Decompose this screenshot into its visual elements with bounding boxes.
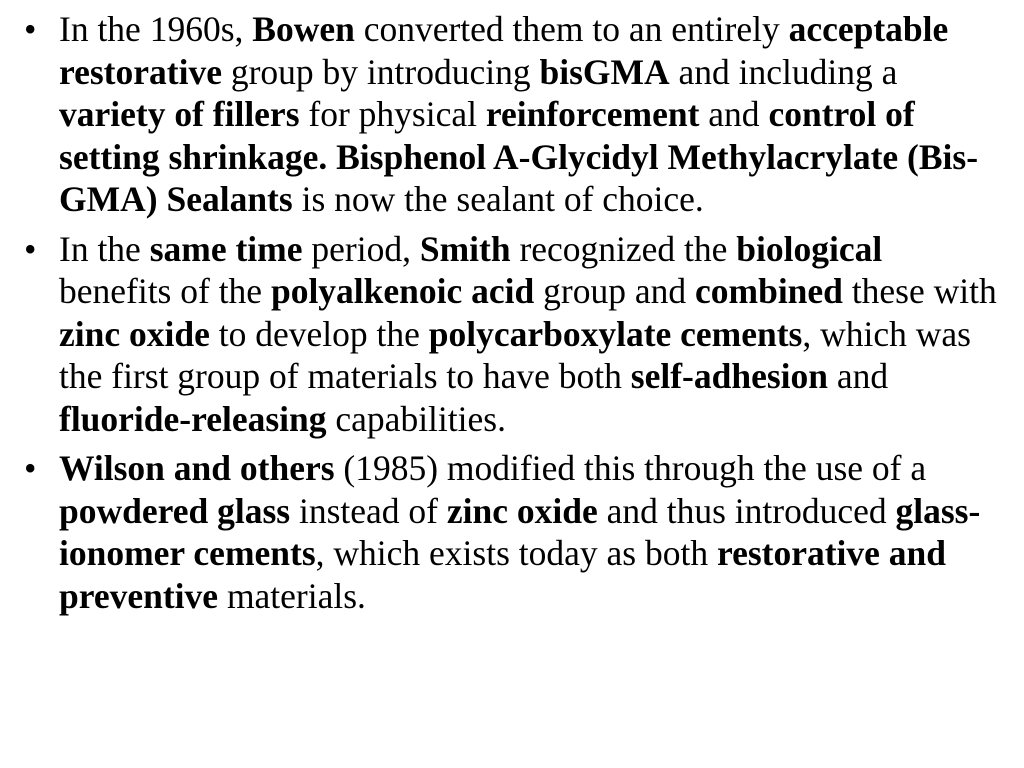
text-segment: recognized the: [510, 228, 737, 269]
text-segment: , which was the first group of materials to have both: [59, 313, 971, 396]
bullet-text: [59, 9, 978, 219]
text-segment: and thus introduced: [597, 490, 896, 531]
text-segment-bold: bisGMA: [539, 51, 670, 92]
bullet-item: [24, 8, 999, 221]
text-segment-bold: same time: [149, 228, 303, 269]
text-segment: and including a: [669, 51, 898, 92]
text-segment-bold: acceptable restorative: [59, 9, 949, 92]
bullet-text: [59, 448, 980, 616]
text-segment-bold: powdered glass: [59, 490, 291, 531]
text-segment: In the: [59, 228, 150, 269]
text-segment: for physical: [299, 94, 486, 134]
text-segment: instead of: [290, 490, 447, 531]
bullet-item: [24, 447, 999, 617]
text-segment-bold: polyalkenoic acid: [270, 271, 535, 311]
text-segment-bold: Wilson and others: [59, 448, 335, 488]
text-segment-bold: variety of fillers: [59, 94, 300, 134]
text-segment: and: [699, 94, 769, 134]
text-segment-bold: zinc oxide: [446, 490, 598, 531]
text-segment-bold: self-adhesion: [630, 356, 829, 396]
text-segment-bold: biological: [736, 228, 883, 269]
text-segment: period,: [302, 228, 420, 269]
text-segment-bold: zinc oxide: [59, 313, 210, 354]
text-segment-bold: combined: [695, 271, 843, 311]
text-segment-bold: polycarboxylate cements: [428, 313, 803, 354]
text-segment: , which exists today as both: [315, 533, 717, 573]
text-segment-bold: restorative and preventive: [59, 533, 947, 616]
text-segment: converted them to an entirely: [354, 9, 789, 49]
text-segment: is now the sealant of choice.: [292, 179, 704, 219]
text-segment: capabilities.: [326, 398, 506, 439]
text-segment: to develop the: [209, 313, 429, 354]
text-segment: benefits of the: [59, 271, 271, 311]
bullet-icon: •: [24, 448, 37, 488]
text-segment-bold: reinforcement: [485, 94, 700, 134]
text-segment-bold: glass-ionomer cements: [59, 490, 981, 573]
text-segment: (1985) modified this through the use of a: [334, 448, 927, 488]
text-segment: group and: [534, 271, 695, 311]
text-segment: these with: [842, 271, 997, 311]
text-segment: In the 1960s,: [59, 9, 253, 49]
text-segment-bold: Smith: [419, 228, 511, 269]
bullet-text: [59, 229, 997, 439]
bullet-icon: •: [24, 9, 37, 49]
text-segment-bold: control of setting shrinkage. Bisphenol A-Glycidyl Methylacrylate (Bis-GMA) Sealants: [59, 94, 979, 219]
text-segment: materials.: [218, 575, 366, 616]
bullet-icon: •: [24, 228, 37, 269]
bullet-item: [24, 228, 999, 441]
text-segment-bold: fluoride-releasing: [59, 398, 327, 439]
text-segment: group by introducing: [221, 51, 540, 92]
text-segment-bold: Bowen: [252, 9, 355, 49]
text-segment: and: [828, 356, 889, 396]
bullet-list: [24, 8, 999, 624]
